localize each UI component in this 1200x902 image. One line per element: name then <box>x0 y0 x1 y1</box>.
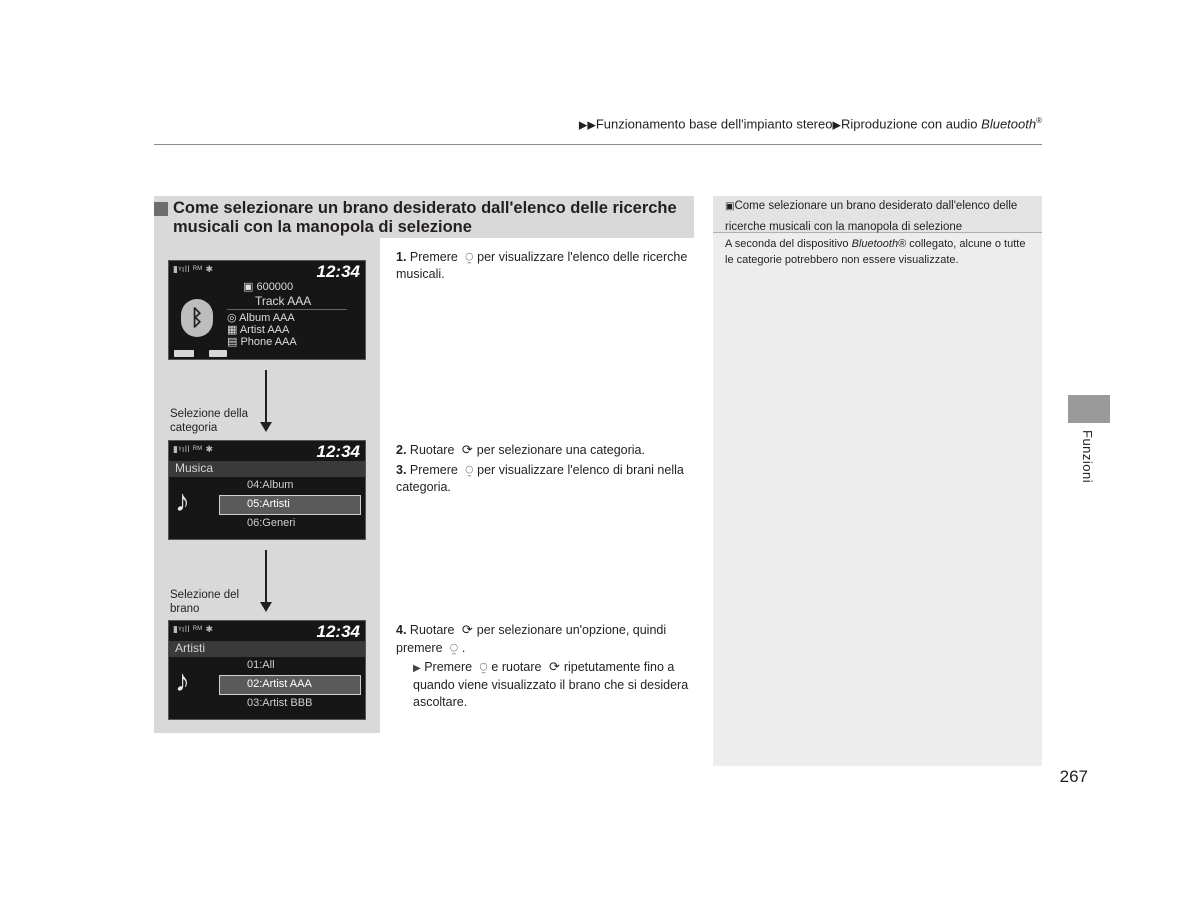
music-note-icon: ♪ <box>175 485 190 518</box>
page-number: 267 <box>1059 767 1088 786</box>
step-2 <box>396 441 696 459</box>
list-item: 03:Artist BBB <box>247 697 313 709</box>
sidebar-body-text: ® collegato, alcune o tutte le categorie potrebbero non essere visualizzate. <box>725 238 1026 266</box>
display-screen-track <box>168 620 366 720</box>
artist-label: Artist AAA <box>239 324 290 336</box>
step-number: 4. <box>396 623 407 637</box>
step-text: Premere <box>409 250 458 264</box>
selector-knob-rotate-icon: ⟳ <box>461 442 473 457</box>
clock: 12:34 <box>316 262 360 281</box>
list-item: 01:All <box>247 659 275 671</box>
selector-knob-press-icon: ⍜ <box>465 462 474 477</box>
sidebar-heading <box>713 196 1042 233</box>
step-number: 3. <box>396 463 407 477</box>
selector-knob-rotate-icon: ⟳ <box>548 659 560 674</box>
clock: 12:34 <box>316 622 360 641</box>
bluetooth-icon: ᛒ <box>181 299 213 337</box>
play-button-icon <box>174 350 194 357</box>
display-screen-playback <box>168 260 366 360</box>
step-4 <box>396 621 696 657</box>
sidebar-body <box>725 236 1030 268</box>
list-item: 06:Generi <box>247 517 296 529</box>
sidebar-heading-label: Come selezionare un brano desiderato dall'elenco delle ricerche musicali con la manopola di selezione <box>725 200 1018 233</box>
step-number: 2. <box>396 443 407 457</box>
arrow-line <box>265 550 267 602</box>
pause-button-icon <box>209 350 227 357</box>
album-label: Album AAA <box>239 312 295 324</box>
selector-knob-press-icon: ⍜ <box>465 249 474 264</box>
breadcrumb-bluetooth: Bluetooth <box>981 116 1037 132</box>
step-3 <box>396 461 696 496</box>
caption-category: Selezione della categoria <box>170 408 249 434</box>
clock: 12:34 <box>316 442 360 461</box>
down-arrow-icon <box>260 422 272 432</box>
caption-track: Selezione del brano <box>170 589 240 615</box>
step-text: Ruotare <box>409 443 455 457</box>
sidebar-note <box>713 196 1042 766</box>
track-number-row <box>243 280 293 293</box>
section-heading <box>154 196 694 238</box>
sidebar-body-bluetooth: Bluetooth <box>851 238 899 250</box>
breadcrumb <box>520 116 1042 131</box>
step-text: per visualizzare l'elenco delle ricerche musicali. <box>396 250 688 281</box>
step-text: Premere <box>424 660 473 674</box>
sidebar-heading-text <box>725 196 1039 237</box>
step-number: 1. <box>396 250 407 264</box>
step-text: per selezionare un'opzione, quindi premere <box>396 623 667 655</box>
section-title: Come selezionare un brano desiderato dall'elenco delle ricerche musicali con la manopola di selezione <box>173 199 677 236</box>
step-4-substep <box>413 658 698 711</box>
step-text: Ruotare <box>409 623 455 637</box>
selector-knob-press-icon: ⍜ <box>450 640 458 655</box>
step-text: per visualizzare l'elenco di brani nella categoria. <box>396 463 684 494</box>
list-item-selected: 05:Artisti <box>247 498 290 510</box>
phone-label: Phone AAA <box>240 336 297 348</box>
screen-title: Artisti <box>175 641 205 655</box>
section-square-icon <box>154 202 168 216</box>
screen-title: Musica <box>175 461 214 475</box>
track-title: Track AAA <box>255 294 312 308</box>
breadcrumb-reg: ® <box>1036 116 1042 125</box>
step-1 <box>396 248 696 283</box>
breadcrumb-arrow-icon: ▶ <box>832 119 841 132</box>
selector-knob-press-icon: ⍜ <box>479 659 488 674</box>
arrow-line <box>265 370 267 422</box>
folder-icon: ▣ <box>243 281 257 293</box>
step-text: . <box>461 641 466 655</box>
status-icons: ▮ᵞıll ᴿᴹ ✱ <box>173 624 214 634</box>
status-icons: ▮ᵞıll ᴿᴹ ✱ <box>173 444 214 454</box>
chapter-tab-label: Funzioni <box>1080 430 1095 484</box>
breadcrumb-part2: Riproduzione con audio <box>840 116 982 132</box>
reference-icon: ▣ <box>725 201 735 212</box>
screen-rule <box>227 309 347 310</box>
status-icons: ▮ᵞıll ᴿᴹ ✱ <box>173 264 214 274</box>
header-rule <box>154 144 1042 145</box>
breadcrumb-arrow-icon: ▶▶ <box>578 119 596 132</box>
track-number: 600000 <box>256 281 294 293</box>
album-icon: ◎ <box>227 312 240 324</box>
phone-icon: ▤ <box>227 336 241 348</box>
step-text: per selezionare una categoria. <box>476 443 645 457</box>
down-arrow-icon <box>260 602 272 612</box>
music-note-icon: ♪ <box>175 665 190 698</box>
step-text: e ruotare <box>491 660 542 674</box>
artist-icon: ▦ <box>227 324 240 336</box>
sidebar-body-text: A seconda del dispositivo <box>725 238 852 250</box>
phone-row <box>227 335 297 348</box>
step-text: Premere <box>409 463 458 477</box>
selection-highlight <box>219 495 361 515</box>
display-screen-category <box>168 440 366 540</box>
step-text: ripetutamente fino a quando viene visualizzato il brano che si desidera ascoltare. <box>413 660 689 709</box>
list-item: 04:Album <box>247 479 294 491</box>
selector-knob-rotate-icon: ⟳ <box>461 622 473 637</box>
chapter-tab <box>1068 395 1110 423</box>
breadcrumb-part1: Funzionamento base dell'impianto stereo <box>595 116 833 132</box>
substep-arrow-icon: ▶ <box>413 663 421 674</box>
list-item-selected: 02:Artist AAA <box>247 678 312 690</box>
